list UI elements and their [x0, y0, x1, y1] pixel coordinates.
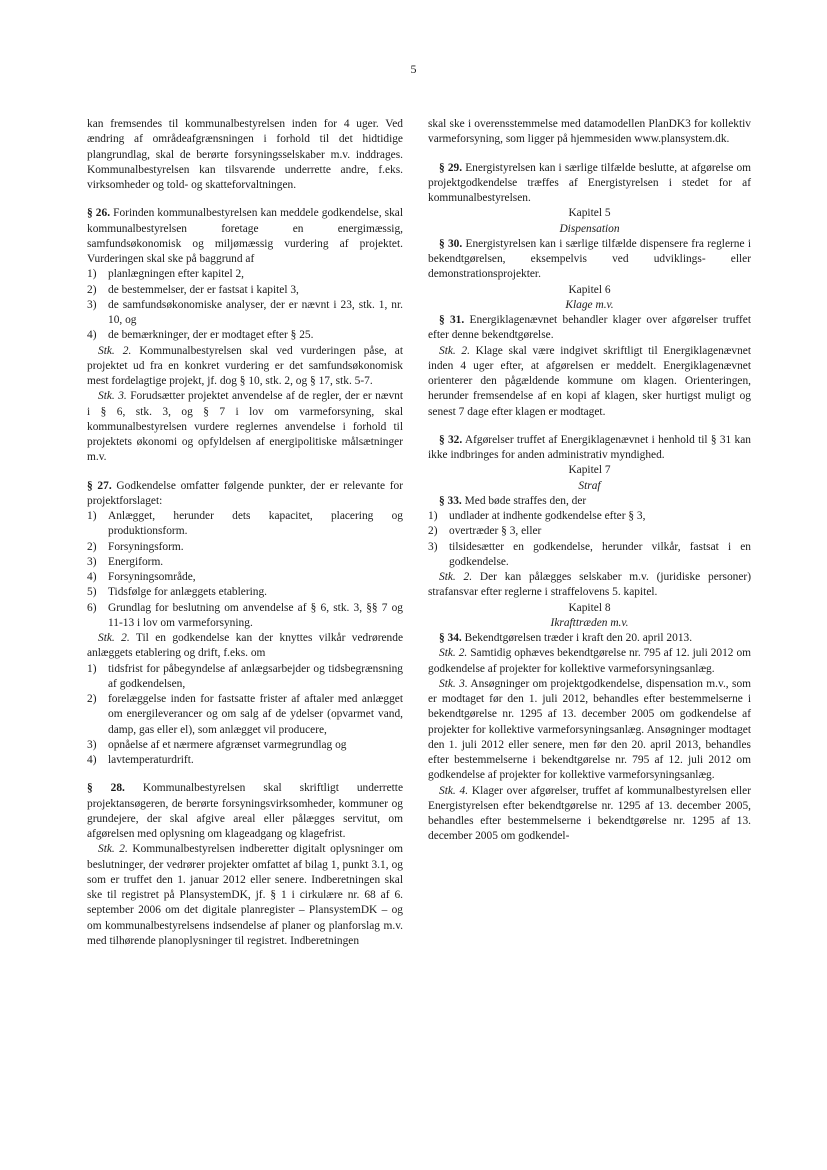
- paragraph: [87, 117, 403, 193]
- right-column: [428, 117, 751, 845]
- section-number: § 32.: [439, 433, 463, 446]
- list-item: [87, 601, 403, 632]
- paragraph: [428, 494, 751, 509]
- list-item-text: opnåelse af et nærmere afgrænset varmegrundlag og: [108, 738, 347, 751]
- list-item-text: tilsidesætter en godkendelse, herunder vilkår, fastsat i en godkendelse.: [449, 540, 751, 568]
- chapter-heading: Kapitel 6: [568, 283, 611, 296]
- paragraph-text: Energistyrelsen kan i særlige tilfælde dispensere fra reglerne i bekendtgørelsen, eksempelvis ved udviklings- eller demonstrationsprojekter.: [428, 237, 751, 281]
- list-item: [87, 692, 403, 738]
- paragraph: [87, 344, 403, 390]
- paragraph: [428, 677, 751, 784]
- list-item: [87, 283, 403, 298]
- paragraph-text: Forinden kommunalbestyrelsen kan meddele godkendelse, skal kommunalbestyrelsen foretage en energimæssig, samfundsøkonomisk og miljømæssig vurdering af projektet. Vurderingen skal ske på baggrund af: [87, 207, 404, 265]
- subsection-label: Stk. 4.: [439, 784, 469, 797]
- list-item-number: 3): [87, 555, 97, 568]
- subsection-label: Stk. 2.: [439, 647, 468, 660]
- chapter-heading: Kapitel 7: [568, 464, 611, 477]
- paragraph: [87, 479, 403, 510]
- list-item-number: 2): [428, 525, 438, 538]
- section-number: § 30.: [439, 237, 463, 250]
- list-item-text: overtræder § 3, eller: [449, 525, 542, 538]
- paragraph-text: Klager over afgørelser, truffet af kommunalbestyrelsen eller Energistyrelsen efter bekendtgørelse nr. 1295 af 13. december 2005, behandles efter bestemmelserne i bekendtgørelse nr. 1295 af 13. december 2005 om godkendel-: [428, 784, 752, 843]
- list-item: [428, 540, 751, 571]
- list-item: [87, 267, 403, 282]
- list-item-text: Grundlag for beslutning om anvendelse af § 6, stk. 3, §§ 7 og 11-13 i lov om varmeforsyning.: [108, 601, 403, 629]
- paragraph-text: Kommunalbestyrelsen indberetter digitalt oplysninger om beslutninger, der vedrører projekter omfattet af bilag 1, punkt 3.1, og som er truffet den 1. januar 2012 eller senere. Indberetningen skal ske til registret på PlansystemDK, jf. § 1 i cirkulære nr. 68 af 6. september 2006 om det digitale planregister – PlansystemDK – og om kommunalbestyrelsens indsendelse af planer og planforslag m.v. med tilhørende planoplysninger til registret. Indberetningen: [87, 843, 403, 947]
- list-item-number: 1): [87, 510, 97, 522]
- list-item-text: de bemærkninger, der er modtaget efter § 25.: [108, 329, 314, 342]
- list-item-text: undlader at indhente godkendelse efter § 3,: [449, 510, 646, 522]
- list-item-text: Energiform.: [108, 555, 164, 568]
- paragraph-text: Forudsætter projektet anvendelse af de regler, der er nævnt i § 6, stk. 3, og § 7 i lov om varmeforsyning, skal kommunalbestyrelsen vurdere reglernes anvendelse i forhold til projektets økonomi og opfyldelsen af energipolitiske målsætninger m.v.: [87, 390, 403, 464]
- paragraph: [428, 631, 751, 646]
- list-item-number: 1): [428, 510, 438, 522]
- list-item: [87, 298, 403, 329]
- paragraph: [87, 389, 403, 465]
- paragraph-text: Ansøgninger om projektgodkendelse, dispensation m.v., som er modtaget før den 1. juli 2012, behandles efter bestemmelserne i bekendtgørelse nr. 1295 af 13. december 2005 om godkendelse af projekter for kollektive varmeforsyningsanlæg. Ansøgninger modtaget den 1. juli 2012 eller senere, men før den 20. april 2013, behandles efter bestemmelserne i bekendtgørelse nr. 795 af 12. juli 2012 om godkendelse af projekter for kollektive varmeforsyningsanlæg.: [428, 677, 752, 782]
- section-number: § 26.: [87, 207, 111, 220]
- paragraph: [428, 313, 751, 344]
- paragraph-text: Afgørelser truffet af Energiklagenævnet i henhold til § 31 kan ikke indbringes for anden administrativ myndighed.: [428, 433, 751, 461]
- paragraph-text: Med bøde straffes den, der: [461, 494, 587, 507]
- list-item-number: 3): [87, 298, 97, 311]
- paragraph: [428, 433, 751, 464]
- paragraph: [87, 206, 403, 267]
- numbered-list: [87, 267, 403, 343]
- list-item-number: 2): [87, 693, 97, 705]
- list-item-text: tidsfrist for påbegyndelse af anlægsarbejder og tidsbegrænsning af godkendelsen,: [108, 662, 403, 690]
- list-item-number: 5): [87, 586, 97, 599]
- subsection-label: Stk. 2.: [98, 843, 128, 856]
- chapter-title: Ikrafttræden m.v.: [550, 616, 629, 629]
- section-number: § 33.: [439, 494, 462, 507]
- subsection-label: Stk. 2.: [439, 571, 473, 583]
- paragraph: [428, 161, 751, 207]
- numbered-list: [87, 662, 403, 769]
- section-number: § 31.: [439, 314, 465, 326]
- paragraph-text: Kommunalbestyrelsen skal ved vurderingen påse, at projektet ud fra en konkret vurdering er det samfundsøkonomisk mest fordelagtige projekt, jf. dog § 10, stk. 2, og § 17, stk. 5-7.: [87, 344, 404, 387]
- list-item: [87, 328, 403, 343]
- subsection-label: Stk. 3.: [439, 677, 468, 690]
- paragraph-text: skal ske i overensstemmelse med datamodellen PlanDK3 for kollektiv varmeforsyning, som ligger på hjemmesiden www.plansystem.dk.: [428, 118, 751, 146]
- subsection-label: Stk. 2.: [98, 344, 132, 357]
- list-item: [87, 738, 403, 753]
- list-item: [87, 753, 403, 768]
- list-item: [87, 540, 403, 555]
- paragraph-text: Energistyrelsen kan i særlige tilfælde beslutte, at afgørelse om projektgodkendelse træffes af Energistyrelsen i stedet for af kommunalbestyrelsen.: [428, 161, 752, 204]
- list-item-text: lavtemperaturdrift.: [108, 754, 194, 766]
- section-number: § 28.: [87, 782, 125, 795]
- list-item-text: Forsyningsform.: [108, 540, 184, 553]
- list-item-text: planlægningen efter kapitel 2,: [108, 268, 245, 281]
- chapter-heading: Kapitel 5: [568, 207, 611, 220]
- list-item-number: 2): [87, 283, 97, 296]
- subsection-label: Stk. 2.: [439, 344, 470, 357]
- page-number: 5: [410, 62, 417, 76]
- paragraph-text: Bekendtgørelsen træder i kraft den 20. april 2013.: [461, 632, 693, 644]
- paragraph: [87, 842, 403, 949]
- paragraph-text: Klage skal være indgivet skriftligt til Energiklagenævnet inden 4 uger efter, at afgørelsen er meddelt. Energiklagenævnet orienterer den pågældende kommune om klagen. Orienteringen, herunder fremsendelse af en kopi af klagen, sker hurtigst muligt og senest 7 dage efter klagen er modtaget.: [428, 344, 752, 418]
- list-item-number: 3): [87, 738, 97, 751]
- paragraph-text: Til en godkendelse kan der knyttes vilkår vedrørende anlæggets etablering og drift, f.eks. om: [87, 632, 404, 660]
- section-number: § 34.: [439, 632, 462, 644]
- list-item-number: 4): [87, 329, 97, 342]
- paragraph: [428, 344, 751, 420]
- numbered-list: [87, 509, 403, 631]
- list-item-text: de bestemmelser, der er fastsat i kapitel 3,: [108, 283, 299, 296]
- left-column: [87, 117, 403, 949]
- paragraph: [428, 237, 751, 283]
- chapter-title: Dispensation: [559, 222, 620, 235]
- section-number: § 27.: [87, 479, 112, 492]
- list-item: [87, 509, 403, 540]
- list-item-text: forelæggelse inden for fastsatte frister af aftaler med anlægget om energileverancer og om salg af de ydelser (opvarmet vand, damp, gas eller el), som anlægget vil producere,: [108, 693, 403, 736]
- list-item-number: 2): [87, 540, 97, 553]
- chapter-title: Straf: [578, 479, 601, 492]
- paragraph-text: Kommunalbestyrelsen skal skriftligt underrette projektansøgeren, de berørte forsyningsvirksomheder, kommuner og grundejere, der skal afgive areal eller pålægges servitut, om afgørelsen med oplysning om klageadgang og klagefrist.: [87, 782, 404, 840]
- section-number: § 29.: [439, 161, 463, 174]
- paragraph: [87, 631, 403, 662]
- list-item: [428, 509, 751, 524]
- list-item-number: 1): [87, 268, 97, 281]
- list-item-number: 4): [87, 571, 97, 583]
- subsection-label: Stk. 3.: [98, 390, 127, 403]
- paragraph-text: Der kan pålægges selskaber m.v. (juridiske personer) strafansvar efter reglerne i straffelovens 5. kapitel.: [428, 571, 752, 599]
- paragraph: [87, 781, 403, 842]
- list-item: [87, 662, 403, 693]
- subsection-label: Stk. 2.: [98, 632, 130, 644]
- list-item-number: 1): [87, 662, 97, 675]
- paragraph-text: Samtidig ophæves bekendtgørelse nr. 795 af 12. juli 2012 om godkendelse af projekter for kollektive varmeforsyningsanlæg.: [428, 647, 751, 675]
- list-item: [87, 555, 403, 570]
- list-item-number: 6): [87, 601, 97, 614]
- paragraph: [428, 646, 751, 677]
- paragraph-text: Godkendelse omfatter følgende punkter, der er relevante for projektforslaget:: [87, 479, 404, 507]
- list-item-text: Forsyningsområde,: [108, 571, 196, 583]
- paragraph: [428, 784, 751, 845]
- numbered-list: [428, 509, 751, 570]
- paragraph-text: kan fremsendes til kommunalbestyrelsen inden for 4 uger. Ved ændring af områdeafgrænsningen i forhold til det hidtidige plangrundlag, skal de berørte forsyningsselskaber m.v. inddrages. Kommunalbestyrelsen kan tilsvarende underrette andre, f.eks. virksomheder og told- og skatteforvaltningen.: [87, 118, 403, 191]
- list-item-text: de samfundsøkonomiske analyser, der er nævnt i 23, stk. 1, nr. 10, og: [108, 298, 403, 326]
- paragraph-text: Energiklagenævnet behandler klager over afgørelser truffet efter denne bekendtgørelse.: [428, 314, 751, 342]
- list-item: [428, 524, 751, 539]
- list-item-number: 4): [87, 754, 97, 766]
- list-item-text: Tidsfølge for anlæggets etablering.: [108, 586, 268, 599]
- list-item-text: Anlægget, herunder dets kapacitet, placering og produktionsform.: [108, 510, 403, 538]
- list-item-number: 3): [428, 540, 438, 553]
- list-item: [87, 570, 403, 585]
- paragraph: [428, 117, 751, 148]
- chapter-title: Klage m.v.: [565, 298, 614, 311]
- list-item: [87, 585, 403, 600]
- chapter-heading: Kapitel 8: [568, 601, 611, 614]
- paragraph: [428, 570, 751, 601]
